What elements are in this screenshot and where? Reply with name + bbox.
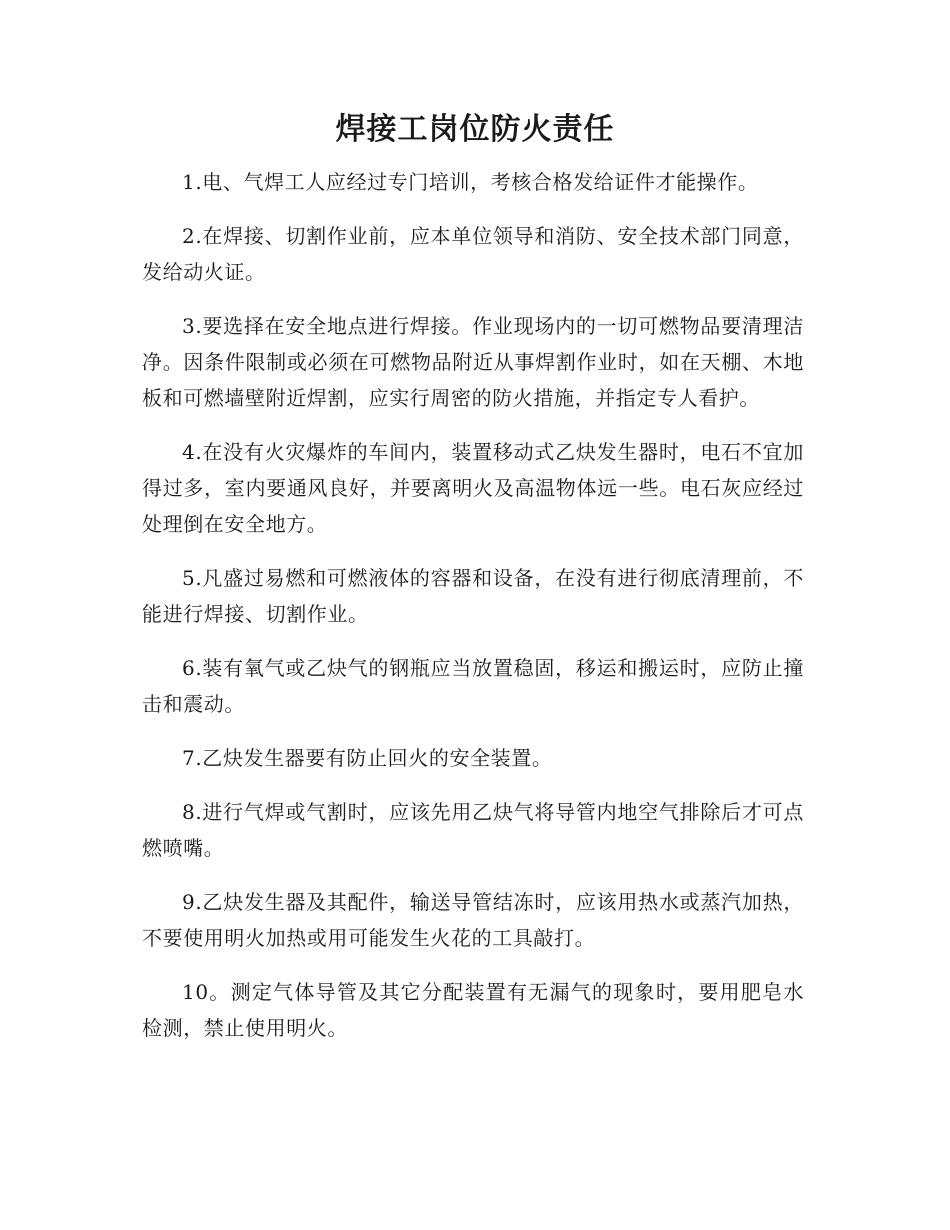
paragraph-10: 10。测定气体导管及其它分配装置有无漏气的现象时，要用肥皂水检测，禁止使用明火。: [142, 980, 804, 1040]
paragraph-9: 9.乙炔发生器及其配件，输送导管结冻时，应该用热水或蒸汽加热，不要使用明火加热或用可能发生火花的工具敲打。: [142, 890, 804, 950]
paragraph-7: 7.乙炔发生器要有防止回火的安全装置。: [182, 746, 553, 770]
document-body: [142, 164, 804, 1064]
paragraph-4: 4.在没有火灾爆炸的车间内，装置移动式乙炔发生器时，电石不宜加得过多，室内要通风良好，并要离明火及高温物体远一些。电石灰应经过处理倒在安全地方。: [142, 440, 804, 536]
paragraph-2: 2.在焊接、切割作业前，应本单位领导和消防、安全技术部门同意，发给动火证。: [142, 224, 804, 284]
paragraph-5: 5.凡盛过易燃和可燃液体的容器和设备，在没有进行彻底清理前，不能进行焊接、切割作业。: [142, 566, 804, 626]
paragraph-1: 1.电、气焊工人应经过专门培训，考核合格发给证件才能操作。: [182, 170, 759, 194]
paragraph-6: 6.装有氧气或乙炔气的钢瓶应当放置稳固，移运和搬运时，应防止撞击和震动。: [142, 656, 804, 716]
paragraph-8: 8.进行气焊或气割时，应该先用乙炔气将导管内地空气排除后才可点燃喷嘴。: [142, 800, 804, 860]
document-title: 焊接工岗位防火责任: [335, 112, 615, 147]
paragraph-3: 3.要选择在安全地点进行焊接。作业现场内的一切可燃物品要清理洁净。因条件限制或必须在可燃物品附近从事焊割作业时，如在天棚、木地板和可燃墙壁附近焊割，应实行周密的防火措施，并指定专人看护。: [142, 314, 804, 410]
